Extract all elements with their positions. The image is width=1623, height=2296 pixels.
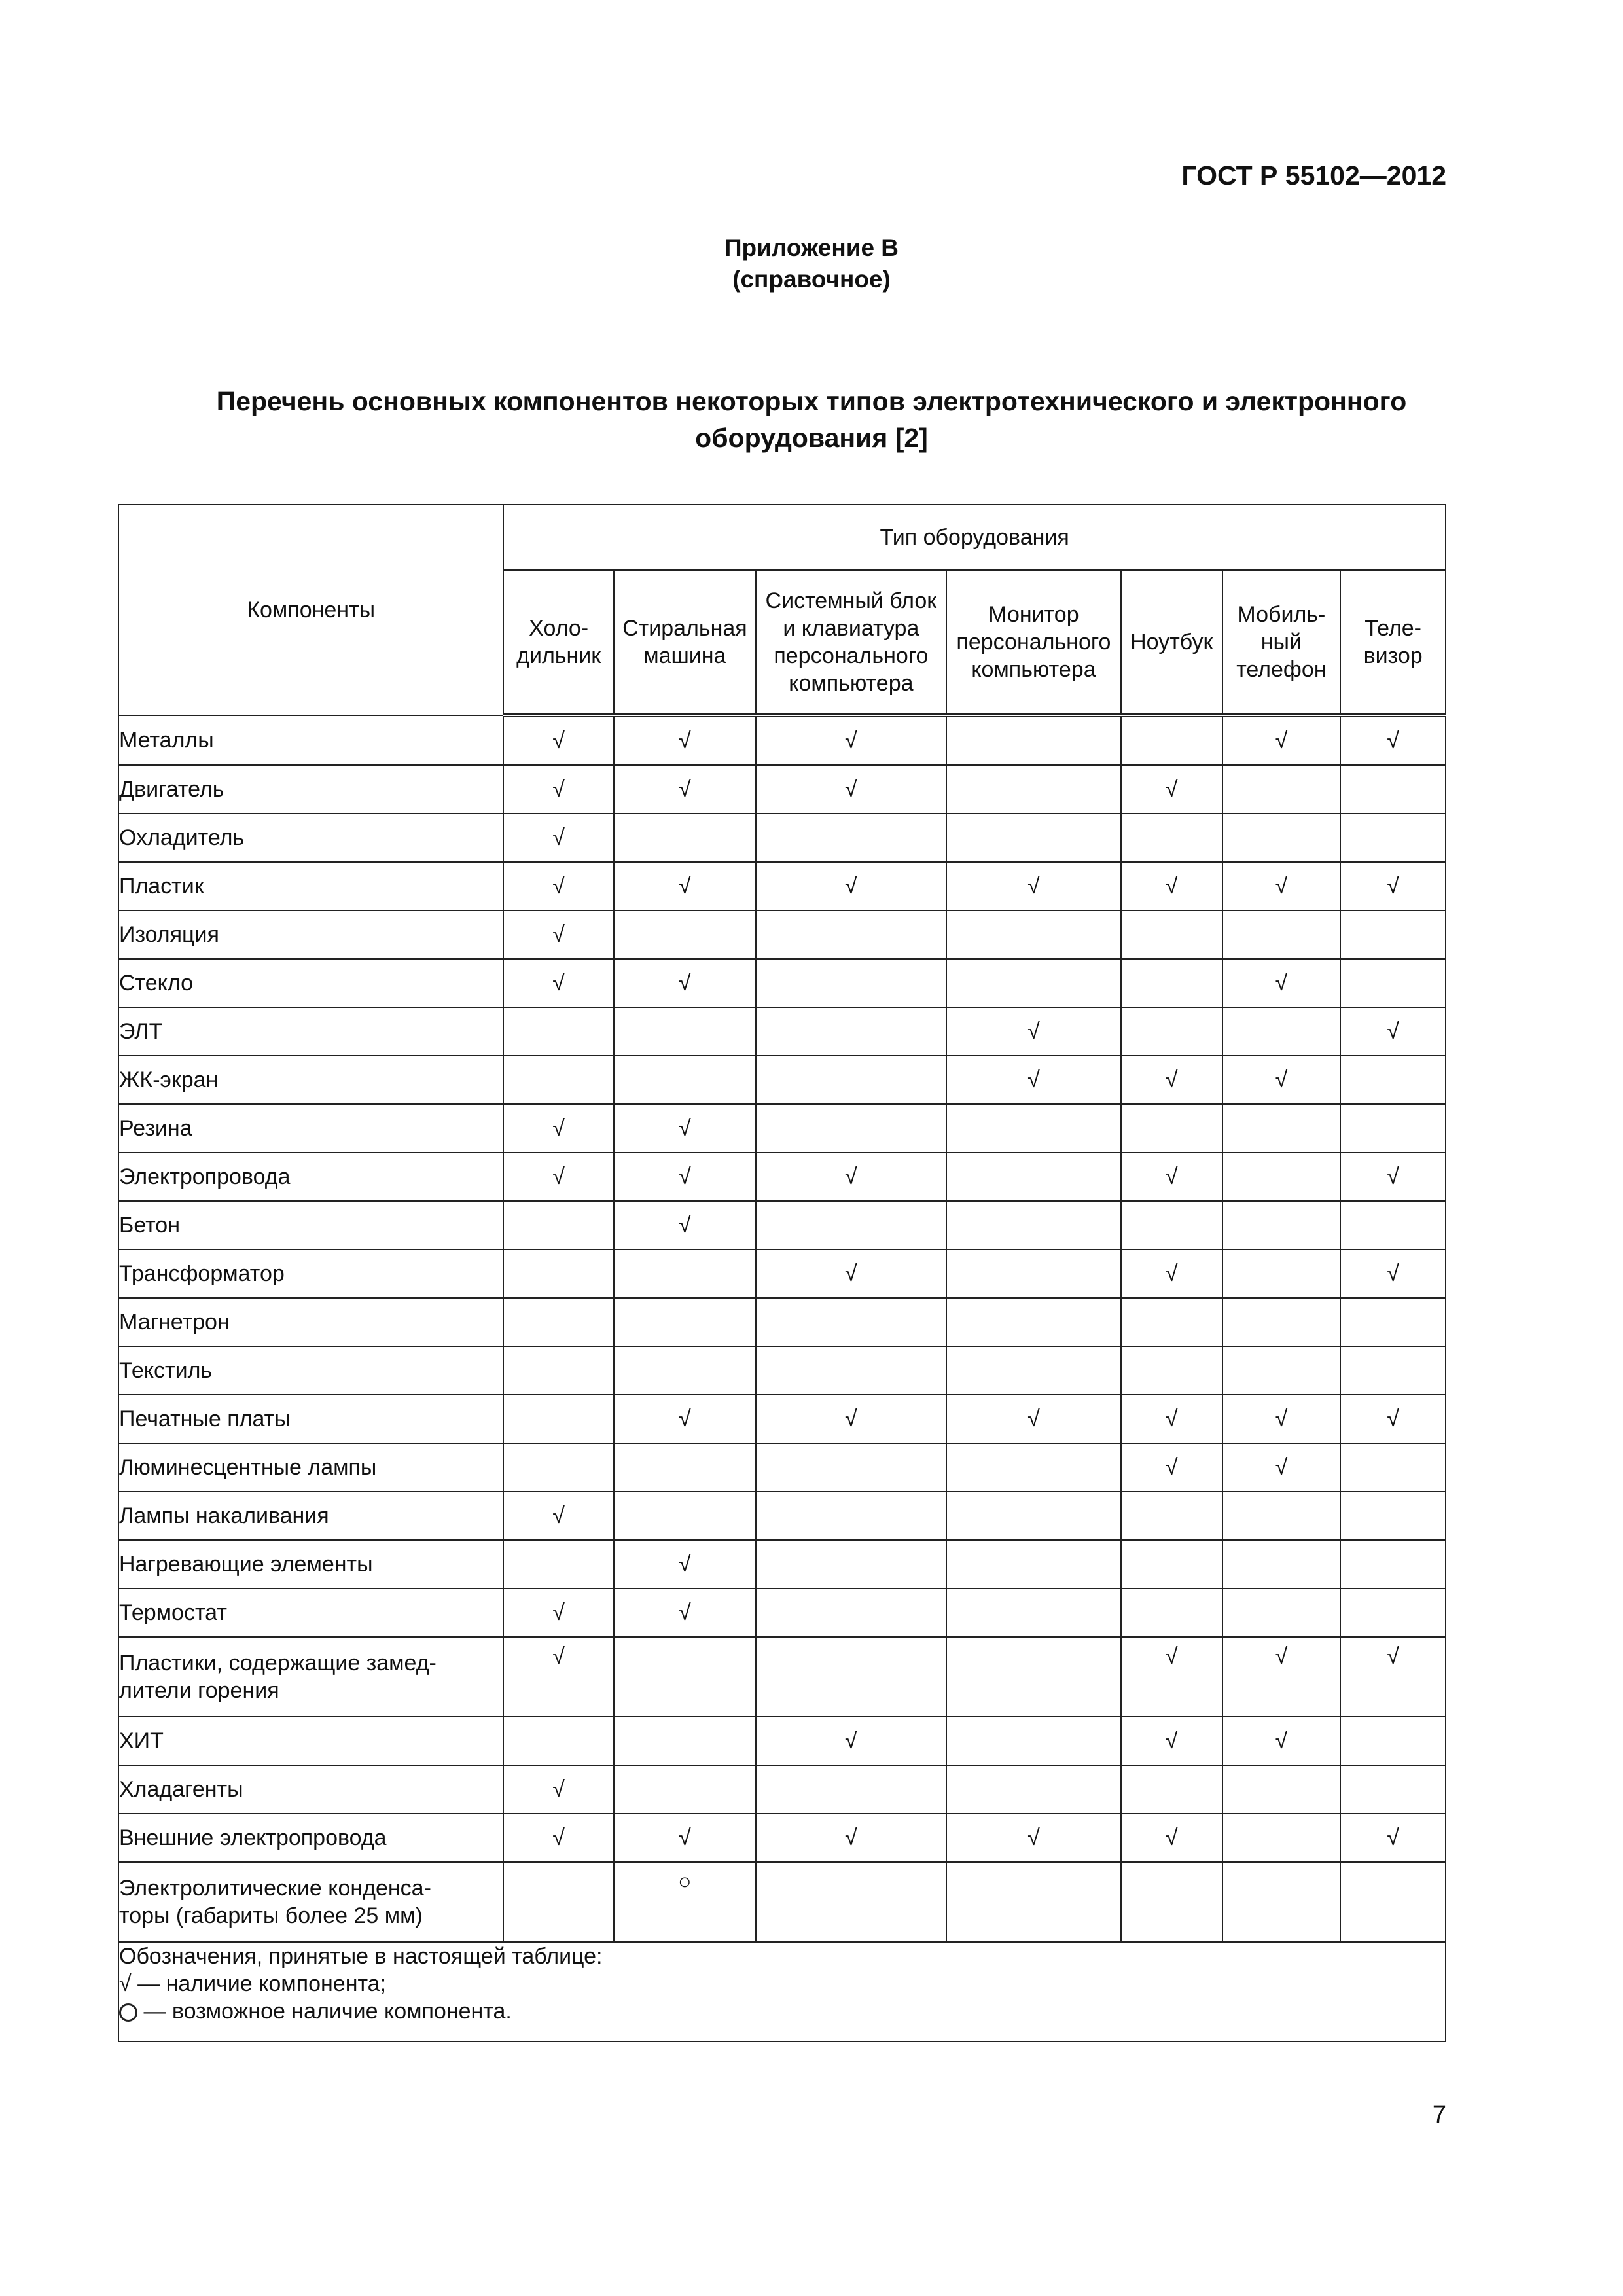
table-row (118, 1765, 1446, 1814)
presence-cell (946, 959, 1121, 1007)
table-row (118, 715, 1446, 765)
component-name: Печатные платы (118, 1395, 503, 1443)
presence-cell (614, 1637, 756, 1717)
presence-cell (1222, 1104, 1341, 1153)
circle-icon (119, 2003, 137, 2022)
presence-cell (1340, 1862, 1446, 1942)
component-name: ХИТ (118, 1717, 503, 1765)
presence-cell (1222, 1153, 1341, 1201)
presence-cell: √ (503, 1814, 614, 1862)
check-symbol: √ (119, 1971, 132, 1996)
presence-cell: √ (614, 1201, 756, 1249)
component-name: Внешние электропровода (118, 1814, 503, 1862)
presence-cell (756, 814, 946, 862)
presence-cell (946, 814, 1121, 862)
presence-cell (614, 1717, 756, 1765)
table-row (118, 1588, 1446, 1637)
presence-cell: √ (756, 1717, 946, 1765)
presence-cell: √ (946, 1056, 1121, 1104)
presence-cell (1340, 1056, 1446, 1104)
column-header: Теле- визор (1340, 570, 1446, 715)
presence-cell (946, 1492, 1121, 1540)
table-row (118, 1201, 1446, 1249)
presence-cell: √ (756, 765, 946, 814)
presence-cell: √ (614, 1588, 756, 1637)
presence-cell: √ (503, 715, 614, 765)
presence-cell (1222, 1201, 1341, 1249)
equipment-type-header: Тип оборудования (503, 505, 1446, 570)
table-row (118, 910, 1446, 959)
presence-cell: √ (503, 959, 614, 1007)
presence-cell: √ (614, 1540, 756, 1588)
presence-cell (614, 1346, 756, 1395)
appendix-type: (справочное) (732, 266, 891, 293)
presence-cell (756, 1765, 946, 1814)
presence-cell: √ (1121, 1056, 1222, 1104)
table-row (118, 1153, 1446, 1201)
presence-cell (756, 1492, 946, 1540)
presence-cell: √ (1340, 1395, 1446, 1443)
appendix-heading (0, 232, 1623, 295)
presence-cell (1222, 1588, 1341, 1637)
component-name: Стекло (118, 959, 503, 1007)
component-name: Электропровода (118, 1153, 503, 1201)
legend-circle-text: — возможное наличие компонента. (137, 1999, 512, 2024)
presence-cell (503, 1249, 614, 1298)
presence-cell (1222, 765, 1341, 814)
presence-cell: √ (503, 1492, 614, 1540)
component-name: Пластики, содержащие замед- лители горения (118, 1637, 503, 1717)
presence-cell (1121, 1298, 1222, 1346)
presence-cell (1121, 715, 1222, 765)
presence-cell (614, 1056, 756, 1104)
legend-check-text: — наличие компонента; (131, 1971, 387, 1996)
table-row (118, 862, 1446, 910)
standard-code: ГОСТ Р 55102—2012 (1181, 160, 1446, 190)
presence-cell: √ (1222, 1395, 1341, 1443)
presence-cell: √ (1121, 1443, 1222, 1492)
presence-cell (503, 1346, 614, 1395)
presence-cell: √ (946, 1395, 1121, 1443)
column-header: Стиральная машина (614, 570, 756, 715)
presence-cell: √ (503, 1765, 614, 1814)
presence-cell: √ (614, 959, 756, 1007)
presence-cell: √ (614, 765, 756, 814)
presence-cell: √ (503, 765, 614, 814)
component-name: Термостат (118, 1588, 503, 1637)
presence-cell (1222, 1862, 1341, 1942)
presence-cell: √ (1121, 765, 1222, 814)
presence-cell (946, 1540, 1121, 1588)
table-row (118, 959, 1446, 1007)
column-header: Ноутбук (1121, 570, 1222, 715)
presence-cell (756, 1104, 946, 1153)
presence-cell (503, 1862, 614, 1942)
presence-cell (756, 1201, 946, 1249)
presence-cell (756, 1637, 946, 1717)
presence-cell: √ (1121, 1637, 1222, 1717)
component-name: Охладитель (118, 814, 503, 862)
table-row (118, 1007, 1446, 1056)
presence-cell (756, 1540, 946, 1588)
presence-cell (1340, 1201, 1446, 1249)
presence-cell (1121, 814, 1222, 862)
presence-cell (1222, 1492, 1341, 1540)
presence-cell (756, 1346, 946, 1395)
column-header: Монитор персонального компьютера (946, 570, 1121, 715)
presence-cell (1340, 959, 1446, 1007)
table-row (118, 1249, 1446, 1298)
presence-cell: √ (1121, 862, 1222, 910)
presence-cell (614, 1249, 756, 1298)
presence-cell: √ (756, 1395, 946, 1443)
presence-cell (946, 1862, 1121, 1942)
column-header: Системный блок и клавиатура персонального компьютера (756, 570, 946, 715)
presence-cell (1121, 1346, 1222, 1395)
component-name: Трансформатор (118, 1249, 503, 1298)
presence-cell: √ (756, 1814, 946, 1862)
presence-cell (946, 1443, 1121, 1492)
component-name: Лампы накаливания (118, 1492, 503, 1540)
component-name: Хладагенты (118, 1765, 503, 1814)
component-name: Резина (118, 1104, 503, 1153)
components-table (118, 504, 1446, 2042)
presence-cell (503, 1056, 614, 1104)
presence-cell: √ (1340, 1814, 1446, 1862)
presence-cell (946, 910, 1121, 959)
presence-cell (1222, 1540, 1341, 1588)
presence-cell: √ (503, 814, 614, 862)
table-row (118, 1395, 1446, 1443)
page-number: 7 (1432, 2101, 1446, 2128)
presence-cell (946, 1588, 1121, 1637)
presence-cell (946, 1153, 1121, 1201)
presence-cell (1340, 1588, 1446, 1637)
legend-circle-line (119, 1998, 1445, 2025)
presence-cell (756, 1298, 946, 1346)
presence-cell: √ (1222, 1443, 1341, 1492)
presence-cell (1222, 1346, 1341, 1395)
presence-cell: √ (614, 862, 756, 910)
presence-cell: √ (756, 862, 946, 910)
presence-cell: √ (503, 1153, 614, 1201)
table-title-line-1: Перечень основных компонентов некоторых типов электротехнического и электронного (216, 386, 1407, 416)
presence-cell (614, 1298, 756, 1346)
presence-cell (756, 1007, 946, 1056)
presence-cell: √ (946, 862, 1121, 910)
component-name: Бетон (118, 1201, 503, 1249)
presence-cell (503, 1007, 614, 1056)
presence-cell (503, 1395, 614, 1443)
table-row (118, 1540, 1446, 1588)
presence-cell (1121, 1765, 1222, 1814)
presence-cell (1121, 1862, 1222, 1942)
presence-cell: √ (1222, 1637, 1341, 1717)
presence-cell (756, 959, 946, 1007)
table-title (118, 383, 1505, 456)
presence-cell: √ (946, 1814, 1121, 1862)
presence-cell (1121, 1540, 1222, 1588)
presence-cell: √ (503, 1588, 614, 1637)
presence-cell (756, 1443, 946, 1492)
presence-cell (1340, 1346, 1446, 1395)
presence-cell: √ (1340, 862, 1446, 910)
presence-cell (1340, 1717, 1446, 1765)
column-header: Мобиль- ный телефон (1222, 570, 1341, 715)
presence-cell: √ (614, 1104, 756, 1153)
presence-cell (756, 1056, 946, 1104)
legend-check-line (119, 1970, 1445, 1998)
presence-cell: √ (1340, 715, 1446, 765)
presence-cell: √ (756, 715, 946, 765)
presence-cell (503, 1540, 614, 1588)
presence-cell (503, 1298, 614, 1346)
presence-cell (1222, 1765, 1341, 1814)
presence-cell (503, 1201, 614, 1249)
table-row (118, 1298, 1446, 1346)
presence-cell: √ (1222, 862, 1341, 910)
presence-cell: √ (1121, 1395, 1222, 1443)
table-row (118, 1104, 1446, 1153)
table-row (118, 1637, 1446, 1717)
component-name: Пластик (118, 862, 503, 910)
table-row (118, 814, 1446, 862)
component-name: Магнетрон (118, 1298, 503, 1346)
presence-cell (1340, 1104, 1446, 1153)
presence-cell: √ (1222, 1056, 1341, 1104)
component-name: Электролитические конденса- торы (габариты более 25 мм) (118, 1862, 503, 1942)
presence-cell: √ (614, 1153, 756, 1201)
presence-cell (614, 814, 756, 862)
presence-cell (756, 910, 946, 959)
component-name: Изоляция (118, 910, 503, 959)
presence-cell (946, 1104, 1121, 1153)
presence-cell (1222, 814, 1341, 862)
presence-cell (1340, 1765, 1446, 1814)
component-name: ЭЛТ (118, 1007, 503, 1056)
presence-cell (946, 1637, 1121, 1717)
presence-cell (946, 1765, 1121, 1814)
presence-cell (946, 1201, 1121, 1249)
presence-cell: √ (614, 1395, 756, 1443)
presence-cell (1340, 814, 1446, 862)
presence-cell (1121, 910, 1222, 959)
presence-cell (946, 1346, 1121, 1395)
presence-cell: √ (1222, 1717, 1341, 1765)
presence-cell (946, 1298, 1121, 1346)
presence-cell: √ (1340, 1153, 1446, 1201)
presence-cell (1340, 1298, 1446, 1346)
presence-cell: √ (1340, 1007, 1446, 1056)
presence-cell: √ (756, 1249, 946, 1298)
presence-cell (1121, 1007, 1222, 1056)
presence-cell (614, 910, 756, 959)
component-name: ЖК-экран (118, 1056, 503, 1104)
component-name: Нагревающие элементы (118, 1540, 503, 1588)
presence-cell (1340, 765, 1446, 814)
legend-intro: Обозначения, принятые в настоящей таблице: (119, 1944, 603, 1969)
presence-cell (1340, 1443, 1446, 1492)
presence-cell (503, 1717, 614, 1765)
presence-cell: √ (946, 1007, 1121, 1056)
component-name: Двигатель (118, 765, 503, 814)
presence-cell (614, 1765, 756, 1814)
table-row (118, 1056, 1446, 1104)
presence-cell: √ (614, 1814, 756, 1862)
presence-cell: ○ (614, 1862, 756, 1942)
presence-cell (503, 1443, 614, 1492)
presence-cell (946, 1249, 1121, 1298)
presence-cell (1222, 1007, 1341, 1056)
presence-cell: √ (503, 1104, 614, 1153)
presence-cell (946, 715, 1121, 765)
component-name: Металлы (118, 715, 503, 765)
presence-cell: √ (503, 862, 614, 910)
presence-cell: √ (1340, 1249, 1446, 1298)
presence-cell: √ (1121, 1249, 1222, 1298)
presence-cell (1121, 959, 1222, 1007)
presence-cell: √ (756, 1153, 946, 1201)
presence-cell: √ (1340, 1637, 1446, 1717)
presence-cell (756, 1588, 946, 1637)
presence-cell: √ (1121, 1717, 1222, 1765)
presence-cell (1222, 1814, 1341, 1862)
presence-cell (614, 1492, 756, 1540)
table-row (118, 1862, 1446, 1942)
legend-row (118, 1942, 1446, 2041)
presence-cell (946, 1717, 1121, 1765)
presence-cell (1340, 910, 1446, 959)
presence-cell (614, 1443, 756, 1492)
presence-cell (1121, 1104, 1222, 1153)
presence-cell: √ (1121, 1814, 1222, 1862)
legend (118, 1942, 1446, 2041)
presence-cell: √ (1222, 715, 1341, 765)
presence-cell: √ (1222, 959, 1341, 1007)
presence-cell: √ (614, 715, 756, 765)
table-row (118, 1717, 1446, 1765)
presence-cell: √ (1121, 1153, 1222, 1201)
column-header: Холо- дильник (503, 570, 614, 715)
presence-cell (1340, 1492, 1446, 1540)
table-row (118, 1346, 1446, 1395)
presence-cell (614, 1007, 756, 1056)
presence-cell (1121, 1588, 1222, 1637)
table-row (118, 1443, 1446, 1492)
presence-cell: √ (503, 910, 614, 959)
presence-cell (1340, 1540, 1446, 1588)
appendix-label: Приложение В (724, 234, 899, 261)
table-title-line-2: оборудования [2] (695, 423, 928, 453)
components-header: Компоненты (118, 505, 503, 715)
presence-cell (1222, 1298, 1341, 1346)
table-row (118, 1814, 1446, 1862)
presence-cell (1121, 1492, 1222, 1540)
presence-cell: √ (503, 1637, 614, 1717)
presence-cell (946, 765, 1121, 814)
presence-cell (1222, 910, 1341, 959)
table-row (118, 1492, 1446, 1540)
component-name: Люминесцентные лампы (118, 1443, 503, 1492)
presence-cell (1121, 1201, 1222, 1249)
presence-cell (756, 1862, 946, 1942)
component-name: Текстиль (118, 1346, 503, 1395)
presence-cell (1222, 1249, 1341, 1298)
table-row (118, 765, 1446, 814)
